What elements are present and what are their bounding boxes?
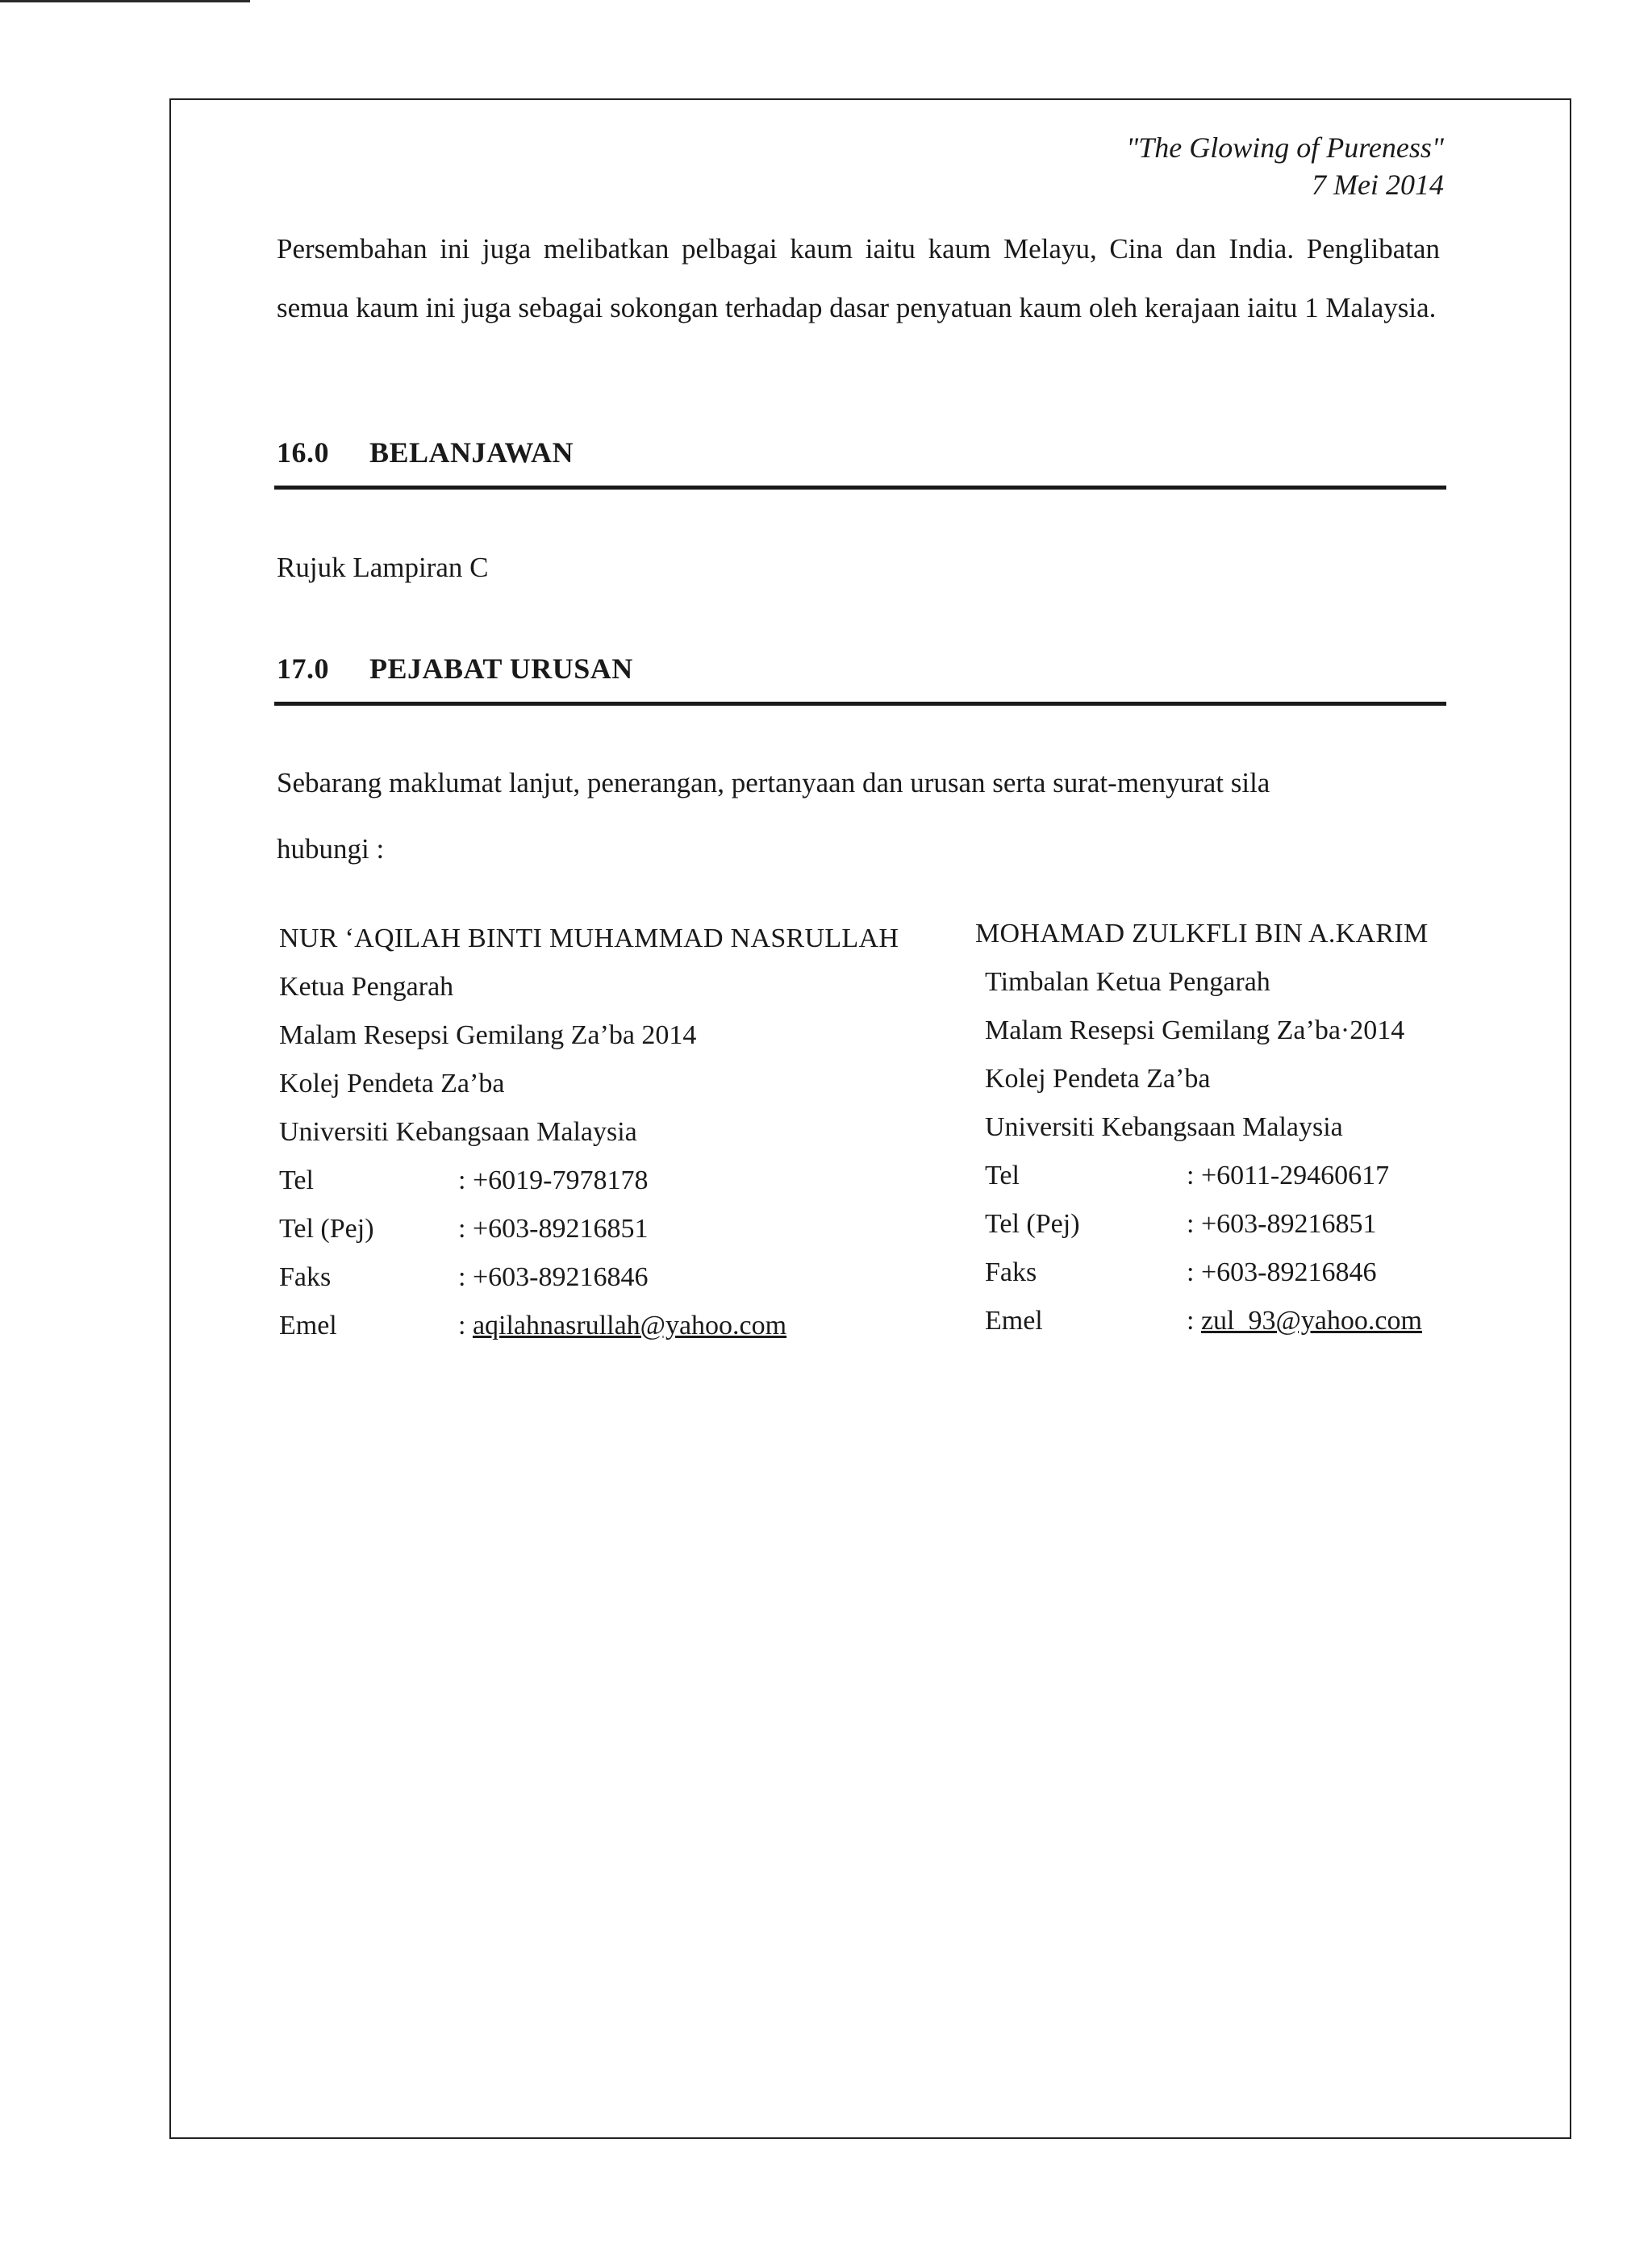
contact-email-row [279, 1302, 899, 1350]
contact-fax-row [279, 1253, 899, 1302]
contact-university: Universiti Kebangsaan Malaysia [279, 1117, 637, 1147]
email-label: Emel [279, 1311, 337, 1340]
fax-label: Faks [279, 1262, 332, 1292]
contact-name: NUR ‘AQILAH BINTI MUHAMMAD NASRULLAH [279, 923, 899, 953]
header-event-title: "The Glowing of Pureness" [1126, 131, 1444, 164]
contact-card-deputy-director [975, 910, 1429, 1345]
email-link[interactable]: aqilahnasrullah@yahoo.com [472, 1311, 787, 1340]
contact-university: Universiti Kebangsaan Malaysia [985, 1112, 1343, 1142]
email-colon: : [458, 1311, 473, 1340]
contact-fax-row [975, 1249, 1429, 1297]
fax-value: : +603-89216846 [458, 1262, 649, 1292]
section-number: 17.0 [277, 652, 329, 685]
section-body-pejabat-urusan [277, 750, 1446, 882]
section-number: 16.0 [277, 436, 329, 469]
contact-tel-row [975, 1152, 1429, 1200]
section-rule [274, 702, 1446, 706]
section-heading-pejabat-urusan [277, 652, 633, 686]
tel-office-label: Tel (Pej) [279, 1214, 374, 1244]
tel-label: Tel [279, 1165, 314, 1195]
scan-edge [0, 0, 250, 2]
contact-tel-row [279, 1157, 899, 1205]
tel-office-value: : +603-89216851 [458, 1214, 649, 1244]
tel-office-value: : +603-89216851 [1187, 1209, 1377, 1239]
contact-college: Kolej Pendeta Za’ba [985, 1064, 1211, 1094]
contact-email-row [975, 1297, 1429, 1345]
section-heading-belanjawan [277, 436, 574, 469]
fax-label: Faks [985, 1257, 1037, 1287]
section-body-line: hubungi : [277, 833, 385, 865]
fax-value: : +603-89216846 [1187, 1257, 1377, 1287]
tel-value: : +6011-29460617 [1187, 1161, 1390, 1190]
email-colon: : [1187, 1306, 1201, 1336]
contact-role: Ketua Pengarah [279, 972, 454, 1002]
header-date: 7 Mei 2014 [1312, 169, 1444, 201]
email-link[interactable]: zul_93@yahoo.com [1200, 1306, 1422, 1336]
section-body-line: Sebarang maklumat lanjut, penerangan, pertanyaan dan urusan serta surat-menyurat sila [277, 767, 1270, 798]
contact-event: Malam Resepsi Gemilang Za’ba 2014 [279, 1020, 697, 1050]
contact-name: MOHAMAD ZULKFLI BIN A.KARIM [975, 919, 1429, 948]
contact-tel-office-row [279, 1205, 899, 1253]
section-rule [274, 486, 1446, 490]
contact-event: Malam Resepsi Gemilang Za’ba·2014 [985, 1015, 1405, 1045]
section-body-belanjawan: Rujuk Lampiran C [277, 552, 489, 583]
contact-tel-office-row [975, 1200, 1429, 1249]
email-label: Emel [985, 1306, 1043, 1336]
section-title: PEJABAT URUSAN [369, 652, 633, 685]
contact-college: Kolej Pendeta Za’ba [279, 1069, 505, 1099]
section-title: BELANJAWAN [369, 436, 574, 469]
tel-label: Tel [985, 1161, 1020, 1190]
intro-paragraph: Persembahan ini juga melibatkan pelbagai kaum iaitu kaum Melayu, Cina dan India. Penglibatan semua kaum ini juga sebagai sokongan terhadap dasar penyatuan kaum oleh kerajaan iaitu 1 Malaysia. [277, 233, 1440, 323]
page-header [1126, 129, 1444, 203]
tel-value: : +6019-7978178 [458, 1165, 649, 1195]
tel-office-label: Tel (Pej) [985, 1209, 1080, 1239]
contact-card-director [279, 915, 899, 1350]
contact-role: Timbalan Ketua Pengarah [985, 967, 1270, 997]
